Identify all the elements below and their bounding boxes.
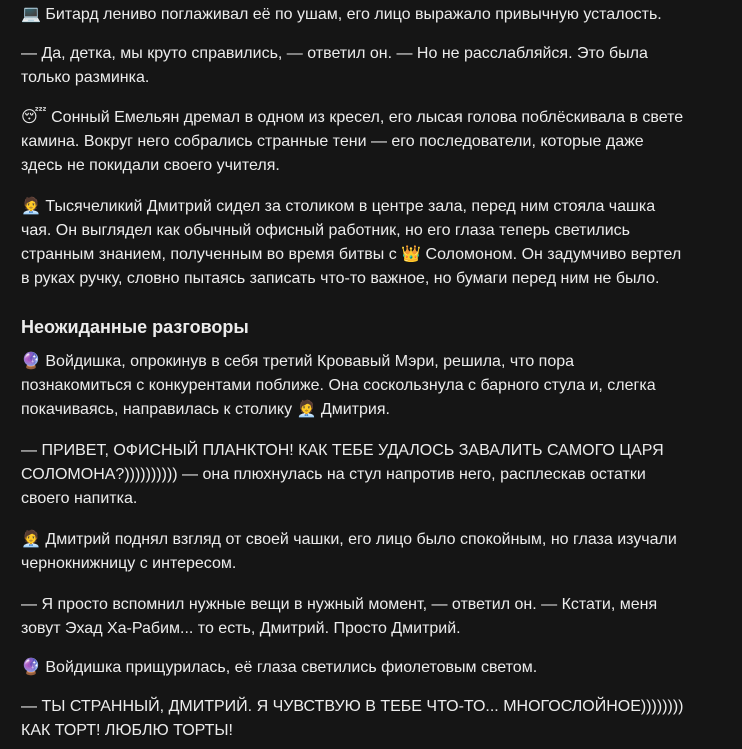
paragraph-line: — ПРИВЕТ, ОФИСНЫЙ ПЛАНКТОН! КАК ТЕБЕ УДАЛОСЬ ЗАВАЛИТЬ САМОГО ЦАРЯ <box>21 442 664 459</box>
paragraph-line: странным знанием, полученным во время битвы с 👑 Соломоном. Он задумчиво вертел <box>21 246 682 263</box>
paragraph-line: 🔮 Войдишка, опрокинув в себя третий Кровавый Мэри, решила, что пора <box>21 353 575 370</box>
paragraph-line: здесь не покидали своего учителя. <box>21 157 280 174</box>
paragraph-line: 🔮 Войдишка прищурилась, её глаза светились фиолетовым светом. <box>21 659 538 676</box>
paragraph-line: — Да, детка, мы круто справились, — ответил он. — Но не расслабляйся. Это была <box>21 45 648 62</box>
paragraph-line: зовут Эхад Ха-Рабим... то есть, Дмитрий. Просто Дмитрий. <box>21 620 461 637</box>
paragraph-voidishka-squint <box>21 656 721 680</box>
paragraph-line: КАК ТОРТ! ЛЮБЛЮ ТОРТЫ! <box>21 722 233 739</box>
paragraph-emelyan <box>21 106 721 178</box>
paragraph-line: только разминка. <box>21 69 150 86</box>
section-heading: Неожиданные разговоры <box>21 317 249 337</box>
paragraph-bitard-reply <box>21 42 721 90</box>
paragraph-line: в руках ручку, словно пытаясь записать что-то важное, но бумаги перед ним не было. <box>21 270 660 287</box>
paragraph-voidishka <box>21 350 721 422</box>
paragraph-line: своего напитка. <box>21 490 138 507</box>
paragraph-line: — ТЫ СТРАННЫЙ, ДМИТРИЙ. Я ЧУВСТВУЮ В ТЕБЕ ЧТО-ТО... МНОГОСЛОЙНОЕ)))))))) <box>21 698 684 715</box>
paragraph-line: познакомиться с конкурентами поближе. Она соскользнула с барного стула и, слегка <box>21 377 656 394</box>
paragraph-dmitry-reply <box>21 593 721 641</box>
paragraph-dmitry <box>21 195 721 291</box>
paragraph-line: 😴 Сонный Емельян дремал в одном из кресел, его лысая голова поблёскивала в свете <box>21 109 684 126</box>
paragraph-line: 🧑‍💼 Дмитрий поднял взгляд от своей чашки, его лицо было спокойным, но глаза изучали <box>21 531 677 548</box>
paragraph-line: СОЛОМОНА?)))))))))) — она плюхнулась на стул напротив него, расплескав остатки <box>21 466 646 483</box>
paragraph-line: чая. Он выглядел как обычный офисный работник, но его глаза теперь светились <box>21 222 630 239</box>
paragraph-line: камина. Вокруг него собрались странные тени — его последователи, которые даже <box>21 133 644 150</box>
paragraph-line: 💻 Битард лениво поглаживал её по ушам, его лицо выражало привычную усталость. <box>21 6 662 23</box>
paragraph-bitard <box>21 3 721 27</box>
paragraph-line: чернокнижницу с интересом. <box>21 555 237 572</box>
paragraph-voidishka-shout <box>21 439 721 511</box>
paragraph-voidishka-cake <box>21 695 721 743</box>
paragraph-line: 🧑‍💼 Тысячеликий Дмитрий сидел за столиком в центре зала, перед ним стояла чашка <box>21 198 656 215</box>
paragraph-dmitry-look <box>21 528 721 576</box>
paragraph-line: покачиваясь, направилась к столику 🧑‍💼 Дмитрия. <box>21 401 390 418</box>
paragraph-line: — Я просто вспомнил нужные вещи в нужный момент, — ответил он. — Кстати, меня <box>21 596 658 613</box>
